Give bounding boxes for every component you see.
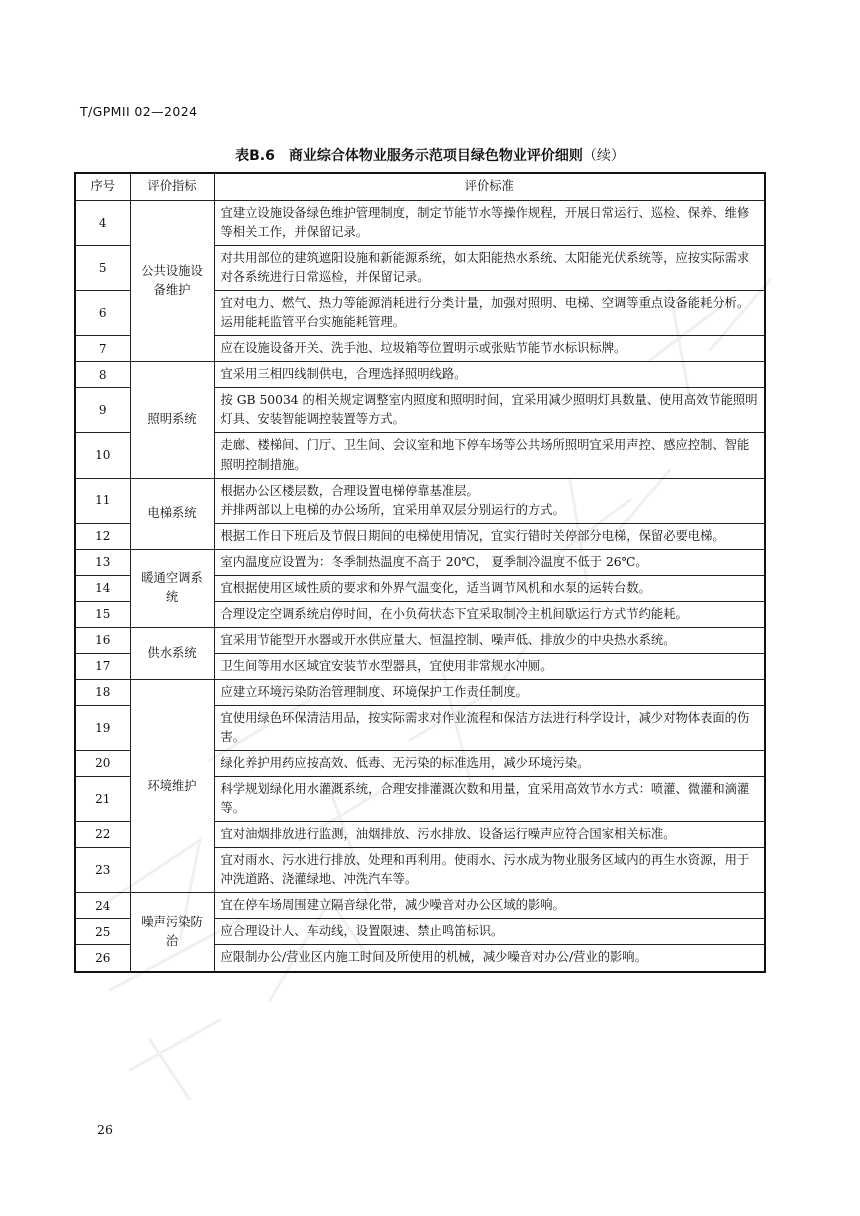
criteria-cell: 宜在停车场周围建立隔音绿化带，减少噪音对办公区域的影响。 (214, 893, 765, 919)
criteria-cell: 绿化养护用药应按高效、低毒、无污染的标准选用，减少环境污染。 (214, 751, 765, 777)
table-row (75, 679, 765, 705)
row-number: 9 (75, 388, 130, 433)
row-number: 4 (75, 201, 130, 246)
row-number: 16 (75, 627, 130, 653)
document-code: T/GPMII 02—2024 (80, 104, 198, 119)
criteria-cell: 宜对油烟排放进行监测，油烟排放、污水排放、设备运行噪声应符合国家相关标准。 (214, 822, 765, 848)
table-row (75, 362, 765, 388)
row-number: 7 (75, 336, 130, 362)
row-number: 19 (75, 705, 130, 750)
criteria-cell: 宜建立设施设备绿色维护管理制度，制定节能节水等操作规程，开展日常运行、巡检、保养、维修等相关工作，并保留记录。 (214, 201, 765, 246)
criteria-cell: 应在设施设备开关、洗手池、垃圾箱等位置明示或张贴节能节水标识标牌。 (214, 336, 765, 362)
criteria-cell: 合理设定空调系统启停时间，在小负荷状态下宜采取制冷主机间歇运行方式节约能耗。 (214, 601, 765, 627)
row-number: 13 (75, 549, 130, 575)
criteria-cell: 宜根据使用区域性质的要求和外界气温变化，适当调节风机和水泵的运转台数。 (214, 575, 765, 601)
criteria-cell: 宜对雨水、污水进行排放、处理和再利用。使雨水、污水成为物业服务区域内的再生水资源，用于冲洗道路、浇灌绿地、冲洗汽车等。 (214, 848, 765, 893)
indicator-cell: 环境维护 (130, 679, 214, 892)
evaluation-table (74, 172, 766, 973)
table-row (75, 549, 765, 575)
header-criteria: 评价标准 (214, 173, 765, 201)
row-number: 15 (75, 601, 130, 627)
criteria-cell: 卫生间等用水区域宜安装节水型器具，宜使用非常规水冲厕。 (214, 653, 765, 679)
header-no: 序号 (75, 173, 130, 201)
row-number: 23 (75, 848, 130, 893)
criteria-cell: 室内温度应设置为：冬季制热温度不高于 20℃， 夏季制冷温度不低于 26℃。 (214, 549, 765, 575)
row-number: 20 (75, 751, 130, 777)
criteria-cell: 科学规划绿化用水灌溉系统，合理安排灌溉次数和用量，宜采用高效节水方式：喷灌、微灌和滴灌等。 (214, 777, 765, 822)
row-number: 5 (75, 246, 130, 291)
table-body (75, 201, 765, 972)
criteria-cell: 宜使用绿色环保清洁用品，按实际需求对作业流程和保洁方法进行科学设计，减少对物体表面的伤害。 (214, 705, 765, 750)
indicator-cell: 噪声污染防治 (130, 893, 214, 972)
row-number: 25 (75, 919, 130, 945)
criteria-cell: 宜对电力、燃气、热力等能源消耗进行分类计量，加强对照明、电梯、空调等重点设备能耗分析。运用能耗监管平台实施能耗管理。 (214, 291, 765, 336)
table-title (0, 145, 860, 165)
criteria-cell: 应限制办公/营业区内施工时间及所使用的机械，减少噪音对办公/营业的影响。 (214, 945, 765, 972)
row-number: 14 (75, 575, 130, 601)
row-number: 24 (75, 893, 130, 919)
table-row (75, 893, 765, 919)
indicator-cell: 电梯系统 (130, 478, 214, 549)
table-row (75, 478, 765, 523)
table-row (75, 201, 765, 246)
row-number: 12 (75, 523, 130, 549)
row-number: 11 (75, 478, 130, 523)
criteria-cell: 走廊、楼梯间、门厅、卫生间、会议室和地下停车场等公共场所照明宜采用声控、感应控制、智能照明控制措施。 (214, 433, 765, 478)
page-number: 26 (97, 1122, 113, 1137)
criteria-cell: 根据工作日下班后及节假日期间的电梯使用情况，宜实行错时关停部分电梯，保留必要电梯。 (214, 523, 765, 549)
row-number: 21 (75, 777, 130, 822)
row-number: 18 (75, 679, 130, 705)
row-number: 26 (75, 945, 130, 972)
header-indicator: 评价指标 (130, 173, 214, 201)
indicator-cell: 供水系统 (130, 627, 214, 679)
table-header-row (75, 173, 765, 201)
criteria-cell: 对共用部位的建筑遮阳设施和新能源系统，如太阳能热水系统、太阳能光伏系统等，应按实际需求对各系统进行日常巡检，并保留记录。 (214, 246, 765, 291)
table-title-main: 表B.6 商业综合体物业服务示范项目绿色物业评价细则 (235, 148, 583, 164)
indicator-cell: 暖通空调系统 (130, 549, 214, 627)
indicator-cell: 公共设施设备维护 (130, 201, 214, 362)
criteria-cell: 应合理设计人、车动线，设置限速、禁止鸣笛标识。 (214, 919, 765, 945)
row-number: 17 (75, 653, 130, 679)
indicator-cell: 照明系统 (130, 362, 214, 478)
row-number: 8 (75, 362, 130, 388)
criteria-cell: 宜采用三相四线制供电，合理选择照明线路。 (214, 362, 765, 388)
criteria-cell: 按 GB 50034 的相关规定调整室内照度和照明时间，宜采用减少照明灯具数量、使用高效节能照明灯具、安装智能调控装置等方式。 (214, 388, 765, 433)
criteria-cell: 应建立环境污染防治管理制度、环境保护工作责任制度。 (214, 679, 765, 705)
table-row (75, 627, 765, 653)
row-number: 22 (75, 822, 130, 848)
criteria-cell: 根据办公区楼层数，合理设置电梯停靠基准层。 并排两部以上电梯的办公场所，宜采用单双层分别运行的方式。 (214, 478, 765, 523)
table-title-continued: （续） (582, 148, 625, 164)
criteria-cell: 宜采用节能型开水器或开水供应量大、恒温控制、噪声低、排放少的中央热水系统。 (214, 627, 765, 653)
row-number: 6 (75, 291, 130, 336)
row-number: 10 (75, 433, 130, 478)
